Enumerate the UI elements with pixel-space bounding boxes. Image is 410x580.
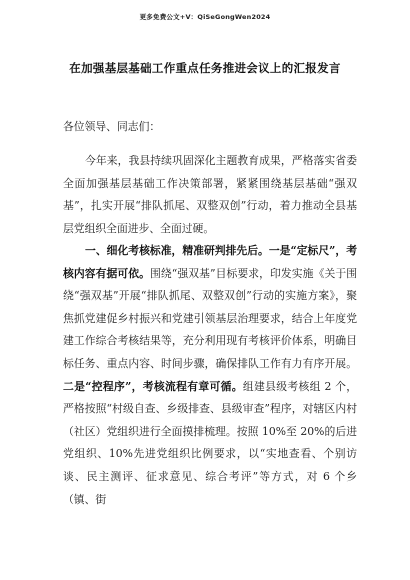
salutation: 各位领导、同志们：: [63, 120, 161, 133]
section-heading: 一、细化考核标准，精准研判排先后。一是“定标尺”，考核内容有据可依。: [63, 244, 357, 280]
document-title: 在加强基层基础工作重点任务推进会议上的汇报发言: [69, 61, 341, 75]
subsection-heading: 二是“控程序”，考核流程有章可循。: [63, 379, 243, 393]
section-text: 围绕“强双基”目标要求，印发实施《关于围绕“强双基”开展“排队抓尾、双整双创”行动的实施方案》，聚焦抓党建促乡村振兴和党建引领基层治理要求，结合上年度党建工作综合考核结果等，充分利用现有考核评价体系，明确目标任务、重点内容、时间步骤，确保排队工作有力有序开展。: [63, 266, 358, 370]
paragraph-intro: 今年来，我县持续巩固深化主题教育成果，严格落实省委全面加强基层基础工作决策部署，紧紧围绕基层基础“强双基”，扎实开展“排队抓尾、双整双创”行动，着力推动全县基层党组织全面进步、全面过硬。: [63, 154, 357, 235]
watermark-header: 更多免费公文+V：QiSeGongWen2024: [139, 13, 271, 21]
subsection-text: 组建县级考核组 2 个，严格按照“村级自查、乡级排查、县级审查”程序，对辖区内村（社区）党组织进行全面摸排梳理。按照 10%至 20%的后进党组织、10%先进党组织比例要求，以“实地查看、个别访谈、民主测评、征求意见、综合考评”等方式，对 6 个乡（镇、街: [63, 379, 358, 506]
paragraph-section-one: [63, 240, 357, 511]
